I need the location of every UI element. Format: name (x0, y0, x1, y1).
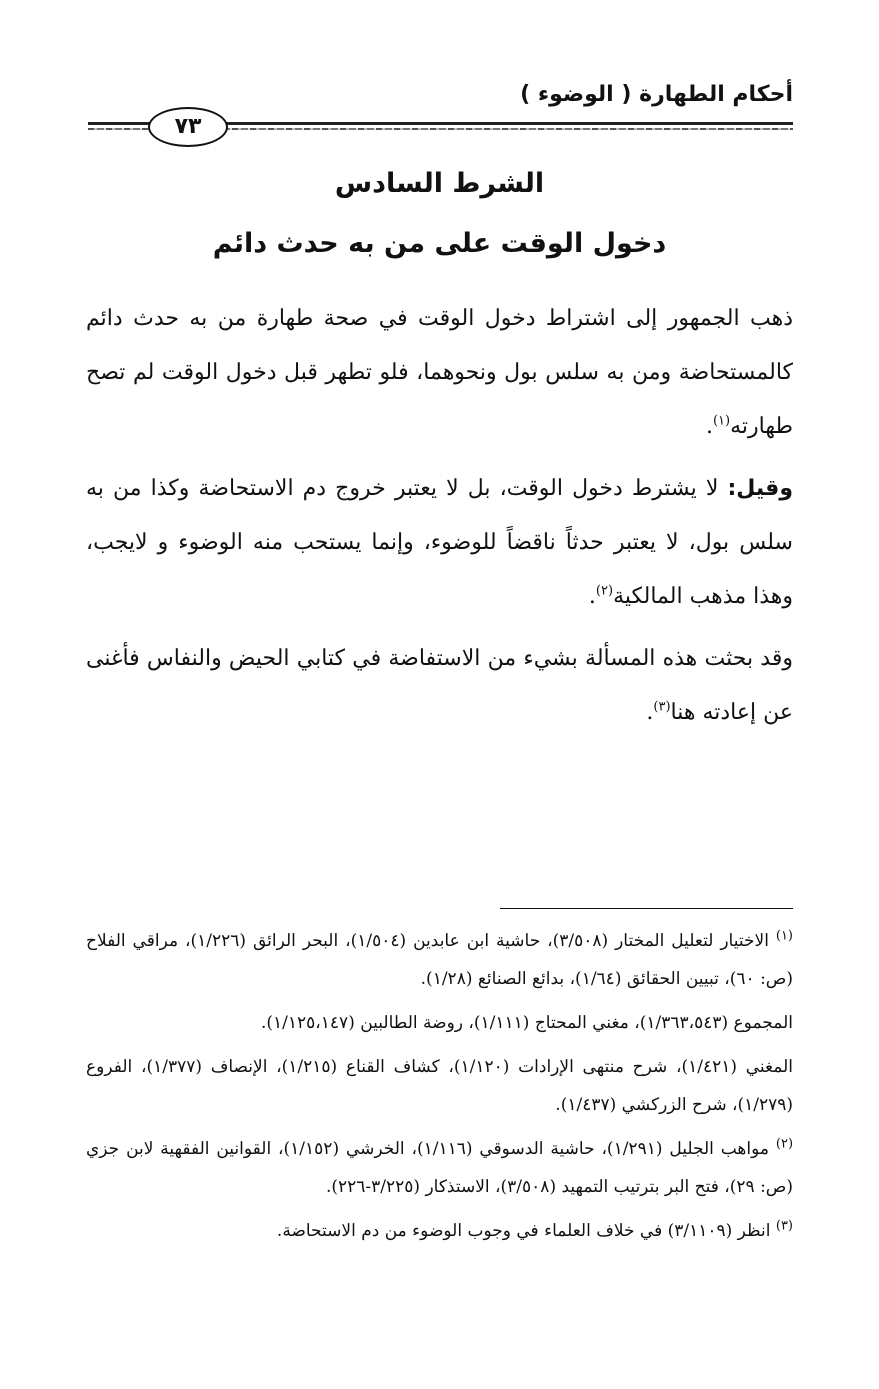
page-number-badge: ٧٣ (148, 107, 228, 147)
footnotes (86, 922, 793, 1256)
footnote-3: $^{(٣)}$ انظر (٣/١١٠٩) في خلاف العلماء في وجوب الوضوء من دم الاستحاضة. (276, 1218, 793, 1241)
footnote-1-marker: (١) (775, 928, 793, 944)
footnote-1-line-2: المجموع (١/٣٦٣،٥٤٣)، مغني المحتاج (١/١١١)، روضة الطالبين (١/١٢٥،١٤٧). (261, 1013, 793, 1033)
footnote-2: $^{(٢)}$ مواهب الجليل (١/٢٩١)، حاشية الدسوقي (١/١١٦)، الخرشي (١/١٥٢)، القوانين الفقهية لابن جزي (ص: ٢٩)، فتح البر بترتيب التمهيد (٣/٥٠٨)، الاستذكار (٣/٢٢٥-٢٢٦). (86, 1136, 794, 1197)
paragraph-3: وقد بحثت هذه المسألة بشيء من الاستفاضة في كتابي الحيض والنفاس فأغنى عن إعادته هنا$^{(٣)}$. (86, 646, 793, 725)
section-heading: الشرط السادس (334, 168, 545, 199)
running-header-title: أحكام الطهارة ( الوضوء ) (520, 82, 793, 107)
main-text (86, 292, 793, 748)
footnote-1: $^{(١)}$ الاختيار لتعليل المختار (٣/٥٠٨)، حاشية ابن عابدين (١/٥٠٤)، البحر الرائق (١/٢٢٦)، مراقي الفلاح (ص: ٦٠)، تبيين الحقائق (١/٦٤)، بدائع الصنائع (١/٢٨). (86, 928, 793, 989)
section-subheading: دخول الوقت على من به حدث دائم (212, 228, 667, 259)
paragraph-2-lead: وقيل: (727, 476, 793, 501)
footnote-ref-2[interactable]: (٢) (595, 583, 614, 599)
footnote-1-line-3: المغني (١/٤٢١)، شرح منتهى الإرادات (١/١٢٠)، كشاف القناع (١/٢١٥)، الإنصاف (١/٣٧٧)، الفروع (١/٢٧٩)، شرح الزركشي (١/٤٣٧). (86, 1057, 793, 1115)
footnote-ref-3[interactable]: (٣) (653, 699, 671, 715)
footnote-ref-1[interactable]: (١) (712, 413, 731, 429)
paragraph-1: ذهب الجمهور إلى اشتراط دخول الوقت في صحة طهارة من به حدث دائم كالمستحاضة ومن به سلس بول ونحوهما، فلو تطهر قبل دخول الوقت لم تصح طهارته$^{(١)}$. (86, 306, 793, 439)
footnote-3-marker: (٣) (775, 1218, 793, 1234)
footnote-2-marker: (٢) (775, 1136, 794, 1152)
paragraph-2: وقيل: لا يشترط دخول الوقت، بل لا يعتبر خروج دم الاستحاضة وكذا من به سلس بول، لا يعتبر حدثاً ناقضاً للوضوء، وإنما يستحب منه الوضوء و لايجب، وهذا مذهب المالكية$^{(٢)}$. (86, 476, 793, 609)
footnote-separator (500, 908, 793, 909)
